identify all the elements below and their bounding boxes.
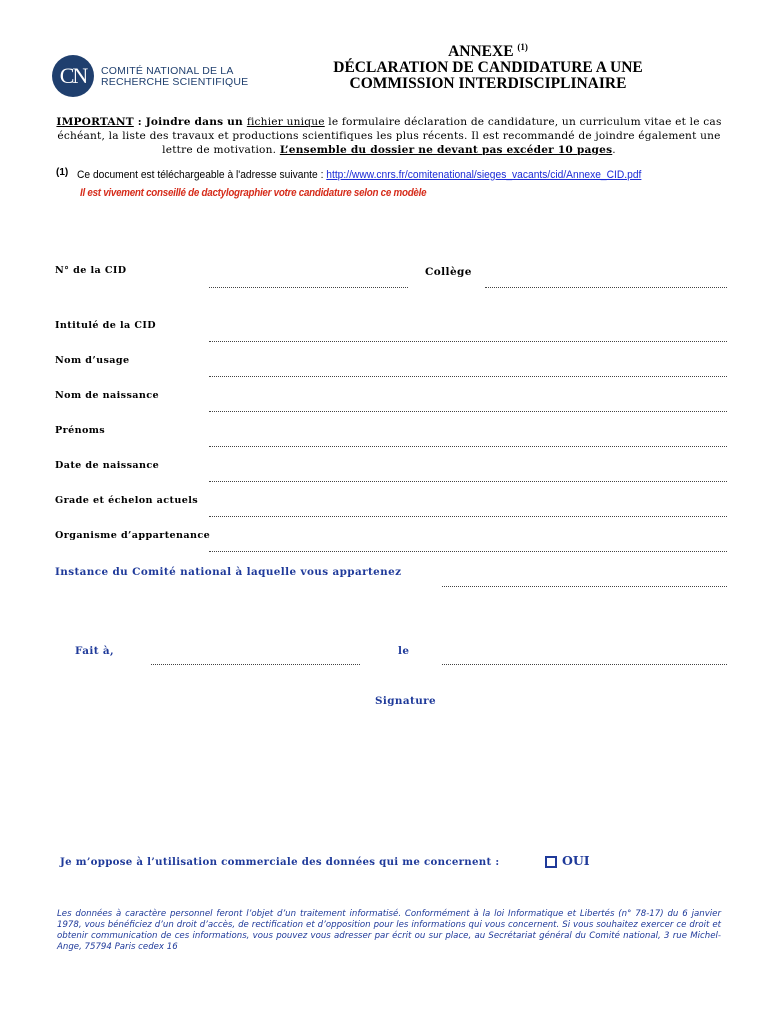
usage-name-label: Nom d’usage — [55, 355, 130, 366]
college-field[interactable] — [485, 287, 727, 288]
privacy-notice: Les données à caractère personnel feront l’objet d’un traitement informatisé. Conformément à la loi Informatique et Libertés (n° 78-17) du 6 janvier 1978, vous bénéficiez d’un droit d’accès, de rectification et d’opposition pour les informations qui vous concernent. Si vous souhaitez exercer ce droit et obtenir communication de ces informations, vous pouvez vous adresser par écrit ou sur place, au Secrétariat général du Comité national, 3 rue Michel-Ange, 75794 Paris cedex 16 — [57, 909, 721, 952]
signature-label: Signature — [375, 695, 437, 707]
birth-name-label: Nom de naissance — [55, 390, 159, 401]
important-notice — [45, 115, 733, 157]
optout-statement: Je m’oppose à l’utilisation commerciale des données qui me concernent : — [60, 856, 500, 868]
footnote-ref: (1) — [56, 167, 69, 178]
instance-field[interactable] — [442, 586, 727, 587]
optout-yes-label: OUI — [562, 853, 590, 868]
logo-monogram: CN — [59, 63, 87, 88]
first-names-label: Prénoms — [55, 425, 106, 436]
logo-line-2: RECHERCHE SCIENTIFIQUE — [101, 76, 249, 88]
date-label: le — [398, 645, 410, 657]
place-field[interactable] — [151, 664, 360, 665]
organization-field[interactable] — [209, 551, 727, 552]
annexe-footnote-ref: (1) — [517, 42, 528, 52]
place-label: Fait à, — [75, 645, 115, 657]
important-text-a: : Joindre dans un — [133, 116, 247, 128]
download-link[interactable]: http://www.cnrs.fr/comitenational/sieges_vacants/cid/Annexe_CID.pdf — [326, 169, 642, 181]
first-names-field[interactable] — [209, 446, 727, 447]
important-end: . — [612, 144, 616, 156]
instance-label: Instance du Comité national à laquelle vous appartenez — [55, 566, 402, 578]
date-field[interactable] — [442, 664, 727, 665]
footnote-text — [77, 168, 641, 182]
logo-line-1: COMITÉ NATIONAL DE LA — [101, 65, 234, 77]
important-text-b: le formulaire déclaration de candidature, un curriculum vitae et le cas échéant, la liste des travaux et productions scientifiques les plus récents. Il est recommandé de joindre également une lettre de motivation. — [57, 116, 722, 156]
important-label: IMPORTANT — [56, 116, 134, 128]
cid-title-field[interactable] — [209, 341, 727, 342]
birth-date-field[interactable] — [209, 481, 727, 482]
grade-field[interactable] — [209, 516, 727, 517]
typing-advice: Il est vivement conseillé de dactylographier votre candidature selon ce modèle — [80, 187, 427, 199]
grade-label: Grade et échelon actuels — [55, 495, 199, 506]
birth-date-label: Date de naissance — [55, 460, 160, 471]
title-line-2: DÉCLARATION DE CANDIDATURE A UNE — [333, 59, 643, 76]
important-emphasis: L’ensemble du dossier ne devant pas excéder 10 pages — [279, 144, 613, 156]
annexe-label: ANNEXE — [448, 43, 514, 60]
cnrs-logo — [52, 55, 252, 101]
cid-title-label: Intitulé de la CID — [55, 320, 157, 331]
footnote-download-text: Ce document est téléchargeable à l'adresse suivante : — [77, 169, 327, 181]
optout-checkbox[interactable] — [545, 856, 557, 868]
usage-name-field[interactable] — [209, 376, 727, 377]
organization-label: Organisme d’appartenance — [55, 530, 211, 541]
logo-text — [101, 66, 271, 88]
college-label: Collège — [425, 266, 472, 278]
logo-emblem — [52, 55, 94, 97]
birth-name-field[interactable] — [209, 411, 727, 412]
cid-number-label: N° de la CID — [55, 265, 127, 276]
title-line-3: COMMISSION INTERDISCIPLINAIRE — [349, 75, 627, 92]
document-title — [290, 39, 686, 92]
important-fichier-unique: fichier unique — [246, 116, 325, 128]
cid-number-field[interactable] — [209, 287, 408, 288]
title-line-1 — [290, 39, 686, 60]
